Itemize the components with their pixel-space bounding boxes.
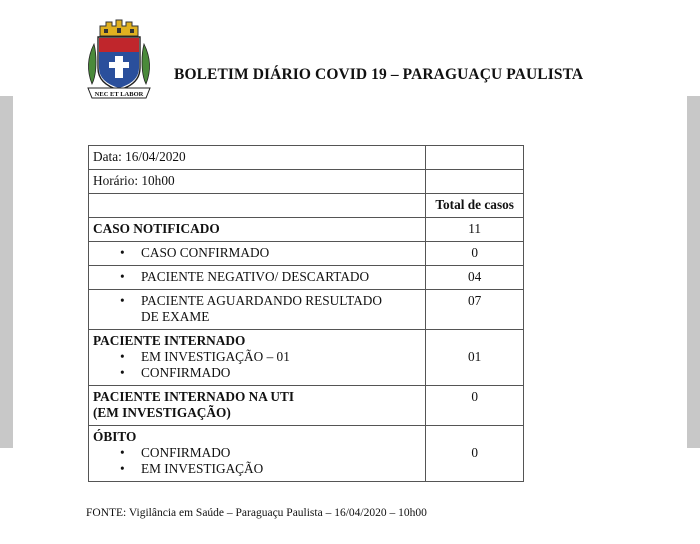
bullet-icon: • xyxy=(120,293,125,308)
bullet-icon: • xyxy=(120,461,125,476)
table-row xyxy=(89,170,524,194)
item-label: PACIENTE NEGATIVO/ DESCARTADO xyxy=(141,269,370,284)
bullet-icon: • xyxy=(120,349,125,364)
bullet-icon: • xyxy=(120,269,125,284)
death-cell xyxy=(89,426,426,482)
empty-cell xyxy=(426,146,524,170)
table-row xyxy=(89,242,524,266)
confirmed-case-value: 0 xyxy=(426,242,524,266)
table-row xyxy=(89,218,524,242)
item-label: EM INVESTIGAÇÃO – 01 xyxy=(141,349,290,364)
right-gray-bar xyxy=(687,96,700,448)
death-value: 0 xyxy=(426,426,524,482)
confirmed-case-cell xyxy=(89,242,426,266)
bullet-icon: • xyxy=(120,365,125,380)
bullet-icon: • xyxy=(120,245,125,260)
icu-value: 0 xyxy=(426,386,524,426)
total-cases-header: Total de casos xyxy=(426,194,524,218)
death-label: ÓBITO xyxy=(93,429,137,444)
bullet-icon: • xyxy=(120,445,125,460)
item-label: PACIENTE AGUARDANDO RESULTADO xyxy=(141,293,383,308)
table-row xyxy=(89,426,524,482)
date-cell: Data: 16/04/2020 xyxy=(89,146,426,170)
hospitalized-value: 01 xyxy=(426,330,524,386)
item-label: CONFIRMADO xyxy=(141,445,231,460)
covid-bulletin-table xyxy=(88,145,524,482)
table-row xyxy=(89,146,524,170)
bulletin-title: BOLETIM DIÁRIO COVID 19 – PARAGUAÇU PAULISTA xyxy=(174,66,584,83)
time-cell: Horário: 10h00 xyxy=(89,170,426,194)
icu-label: PACIENTE INTERNADO NA UTI xyxy=(93,389,295,404)
notified-value: 11 xyxy=(426,218,524,242)
source-footer: FONTE: Vigilância em Saúde – Paraguaçu Paulista – 16/04/2020 – 10h00 xyxy=(86,507,427,519)
table-row xyxy=(89,330,524,386)
negative-case-cell xyxy=(89,266,426,290)
awaiting-result-value: 07 xyxy=(426,290,524,330)
left-gray-bar xyxy=(0,96,13,448)
empty-cell xyxy=(426,170,524,194)
hospitalized-label: PACIENTE INTERNADO xyxy=(93,333,246,348)
item-label: EM INVESTIGAÇÃO xyxy=(141,461,264,476)
item-label: CASO CONFIRMADO xyxy=(141,245,270,260)
table-row xyxy=(89,194,524,218)
item-label: CONFIRMADO xyxy=(141,365,231,380)
city-crest-icon xyxy=(82,18,156,100)
notified-label: CASO NOTIFICADO xyxy=(89,218,426,242)
negative-case-value: 04 xyxy=(426,266,524,290)
svg-text:NEC ET LABOR: NEC ET LABOR xyxy=(94,91,144,98)
table-row xyxy=(89,290,524,330)
table-row xyxy=(89,266,524,290)
awaiting-result-cell xyxy=(89,290,426,330)
icu-label-continued: (EM INVESTIGAÇÃO) xyxy=(93,405,231,420)
table-row xyxy=(89,386,524,426)
icu-cell xyxy=(89,386,426,426)
empty-cell xyxy=(89,194,426,218)
hospitalized-cell xyxy=(89,330,426,386)
item-label-continued: DE EXAME xyxy=(141,309,210,324)
